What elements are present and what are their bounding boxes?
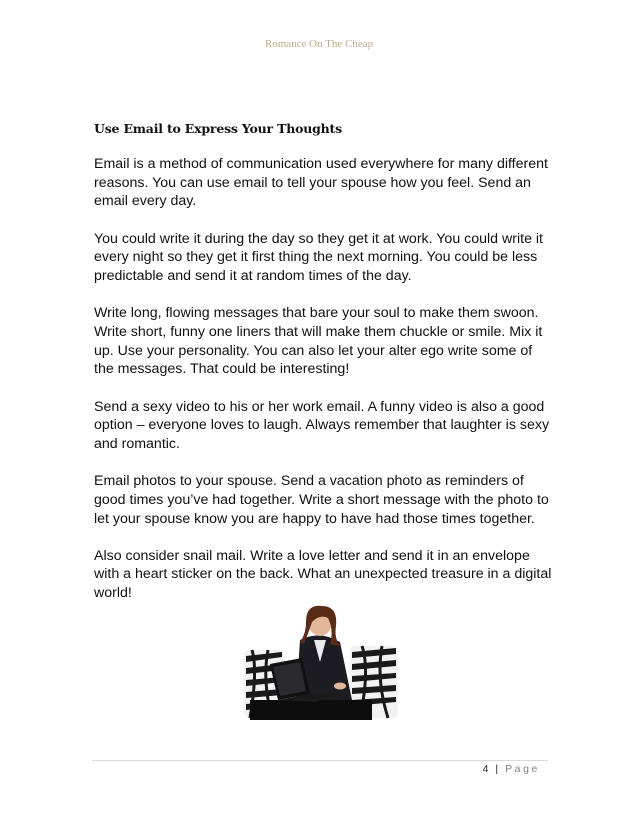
woman-typing-on-laptop-photo xyxy=(242,600,400,720)
page-number: 4 xyxy=(482,763,489,775)
paragraph-2: You could write it during the day so they get it at work. You could write it every night so they get it first thing the next morning. You could be less predictable and send it at random times of the day. xyxy=(94,230,544,285)
paragraph-5: Email photos to your spouse. Send a vacation photo as reminders of good times you’ve had together. Write a short message with the photo to let your spouse know you are happy to have had those times together. xyxy=(94,473,549,527)
page-footer xyxy=(300,763,540,775)
paragraph-3: Write long, flowing messages that bare your soul to make them swoon. Write short, funny one liners that will make them chuckle or smile. Mix it up. Use your personality. You can also let your alter ego write some of the messages. That could be interesting! xyxy=(94,305,543,378)
page-label: Page xyxy=(505,763,540,775)
paragraph-6: Also consider snail mail. Write a love letter and send it in an envelope with a heart sticker on the back. What an unexpected treasure in a digital world! xyxy=(94,547,552,602)
footer-separator: | xyxy=(495,763,499,775)
paragraph-1: Email is a method of communication used everywhere for many different reasons. You can use email to tell your spouse how you feel. Send an email every day. xyxy=(94,156,548,210)
section-heading: Use Email to Express Your Thoughts xyxy=(94,121,342,136)
paragraph-4: Send a sexy video to his or her work email. A funny video is also a good option – everyone loves to laugh. Always remember that laughter is sexy and romantic. xyxy=(94,398,550,452)
running-header: Romance On The Cheap xyxy=(264,38,374,50)
table xyxy=(250,700,372,720)
footer-divider xyxy=(92,760,548,761)
body-text xyxy=(94,155,554,621)
